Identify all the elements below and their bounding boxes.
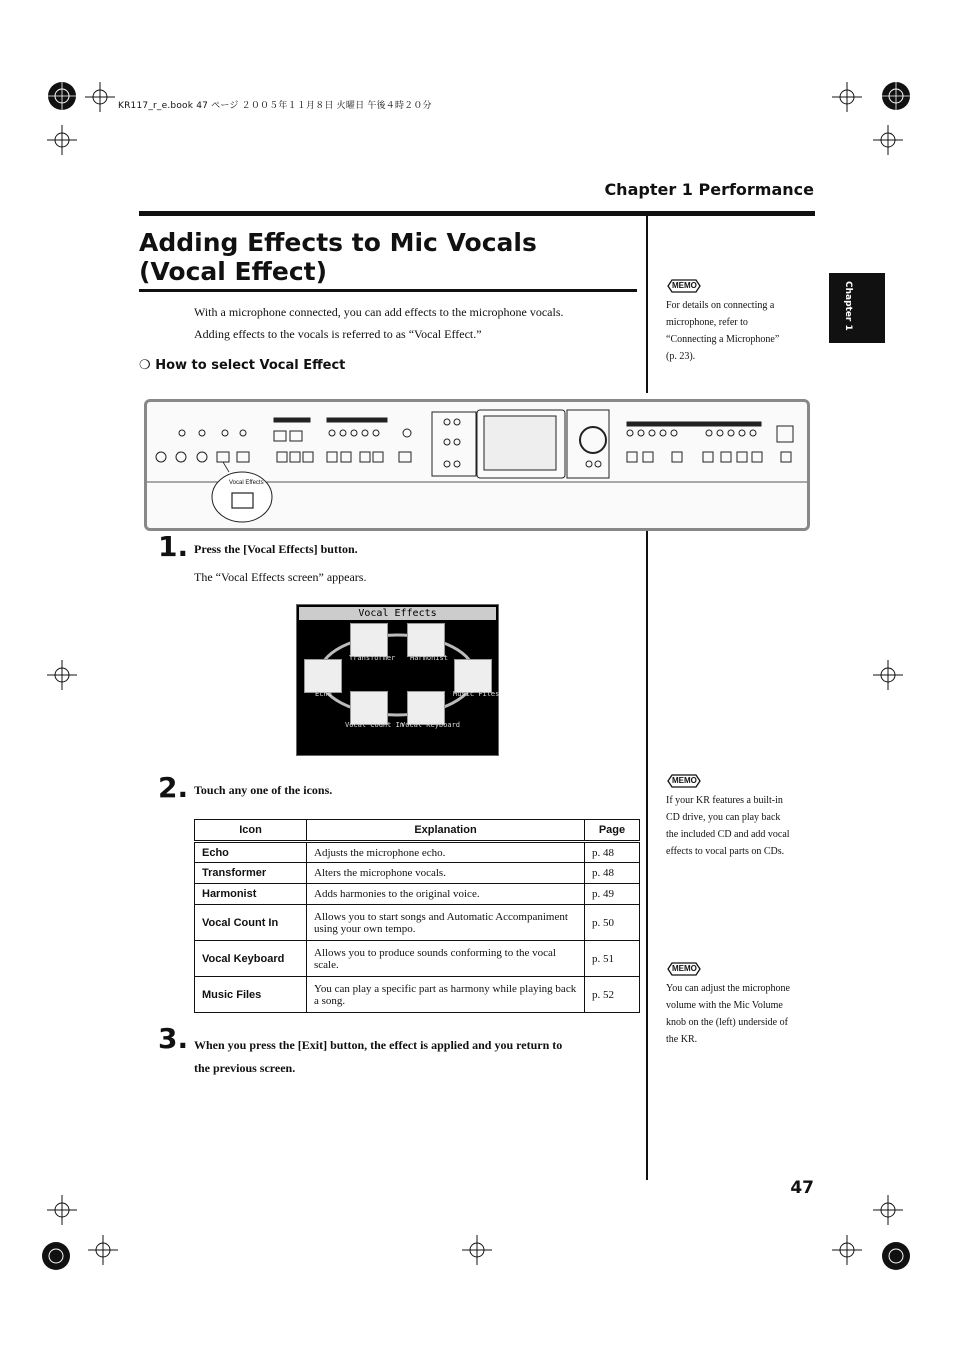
- echo-label: Echo: [315, 690, 332, 698]
- page-title: [139, 228, 639, 286]
- page-title-line: Adding Effects to Mic Vocals: [139, 228, 537, 257]
- vocal-count-in-label: Vocal Count In: [345, 721, 405, 729]
- title-rule: [139, 289, 637, 292]
- crosshair-mark-icon: [78, 1225, 128, 1275]
- table-cell-page: p. 52: [585, 977, 640, 1013]
- table-cell-icon: Echo: [195, 842, 307, 863]
- table-cell-explanation: Allows you to start songs and Automatic Accompaniment using your own tempo.: [307, 905, 585, 941]
- transformer-icon[interactable]: [350, 623, 388, 657]
- step-instruction: Touch any one of the icons.: [194, 783, 333, 797]
- table-cell-explanation: Adds harmonies to the original voice.: [307, 884, 585, 905]
- vocal-count-in-icon[interactable]: [350, 691, 388, 725]
- header-rule: [139, 211, 815, 216]
- instrument-panel-illustration: [144, 399, 810, 531]
- memo-line: CD drive, you can play back: [666, 812, 781, 823]
- subheading-label: How to select Vocal Effect: [155, 358, 346, 373]
- music-files-icon[interactable]: [454, 659, 492, 693]
- memo-line: You can adjust the microphone: [666, 983, 790, 994]
- memo-line: volume with the Mic Volume: [666, 1000, 783, 1011]
- table-cell-explanation: Adjusts the microphone echo.: [307, 842, 585, 863]
- subheading: [139, 358, 345, 373]
- panel-button-label: Vocal Effects: [229, 480, 264, 486]
- step-instruction: [194, 1034, 562, 1080]
- crosshair-mark-icon: [37, 115, 87, 165]
- step-number: 2.: [158, 771, 189, 804]
- step-number: 3.: [158, 1022, 189, 1055]
- transformer-label: Transformer: [349, 654, 396, 662]
- music-files-label: Music Files: [453, 690, 500, 698]
- echo-icon[interactable]: [304, 659, 342, 693]
- table-header-row: [195, 820, 640, 842]
- memo-label: MEMO: [672, 964, 697, 973]
- memo-line: “Connecting a Microphone”: [666, 334, 780, 345]
- table-cell-explanation: You can play a specific part as harmony while playing back a song.: [307, 977, 585, 1013]
- table-cell-explanation: Allows you to produce sounds conforming to the vocal scale.: [307, 941, 585, 977]
- crosshair-mark-icon: [863, 115, 913, 165]
- table-cell-page: p. 48: [585, 863, 640, 884]
- table-cell-icon: Transformer: [195, 863, 307, 884]
- harmonist-label: Harmonist: [410, 654, 448, 662]
- intro-text: [194, 301, 564, 345]
- table-cell-icon: Vocal Keyboard: [195, 941, 307, 977]
- memo-line: effects to vocal parts on CDs.: [666, 846, 785, 857]
- file-header: KR117_r_e.book 47 ページ ２００５年１１月８日 火曜日 午後４時２０分: [118, 101, 432, 111]
- chapter-header: Chapter 1 Performance: [604, 180, 814, 199]
- intro-line: With a microphone connected, you can add effects to the microphone vocals.: [194, 305, 564, 319]
- table-cell-page: p. 49: [585, 884, 640, 905]
- memo-line: For details on connecting a: [666, 300, 775, 311]
- step-instruction-line: When you press the [Exit] button, the effect is applied and you return to: [194, 1038, 563, 1052]
- memo-line: the included CD and add vocal: [666, 829, 790, 840]
- page-title-line: (Vocal Effect): [139, 257, 328, 286]
- step-number: 1.: [158, 530, 189, 563]
- table-cell-page: p. 48: [585, 842, 640, 863]
- registration-mark-icon: [866, 1226, 926, 1286]
- memo-line: knob on the (left) underside of: [666, 1017, 788, 1028]
- chapter-tab-label: Chapter 1: [843, 281, 853, 331]
- table-header: Icon: [195, 820, 307, 842]
- crosshair-mark-icon: [863, 650, 913, 700]
- chapter-tab: [829, 273, 885, 343]
- table-row: [195, 842, 640, 863]
- intro-line: Adding effects to the vocals is referred to as “Vocal Effect.”: [194, 327, 482, 341]
- crosshair-mark-icon: [452, 1225, 502, 1275]
- table-cell-icon: Music Files: [195, 977, 307, 1013]
- registration-mark-icon: [26, 1226, 86, 1286]
- memo-line: microphone, refer to: [666, 317, 748, 328]
- screen-title: Vocal Effects: [299, 607, 496, 620]
- table-row: [195, 884, 640, 905]
- table-cell-page: p. 50: [585, 905, 640, 941]
- step-instruction-line: the previous screen.: [194, 1061, 296, 1075]
- harmonist-icon[interactable]: [407, 623, 445, 657]
- step-instruction: Press the [Vocal Effects] button.: [194, 542, 358, 556]
- table-cell-icon: Vocal Count In: [195, 905, 307, 941]
- vocal-keyboard-label: Vocal Keyboard: [401, 721, 461, 729]
- memo-note: [666, 277, 816, 365]
- crosshair-mark-icon: [37, 650, 87, 700]
- vocal-effects-table: [194, 819, 640, 1013]
- memo-line: If your KR features a built-in: [666, 795, 783, 806]
- table-row: [195, 977, 640, 1013]
- step-note: The “Vocal Effects screen” appears.: [194, 570, 367, 584]
- column-divider: [646, 216, 648, 393]
- table-cell-icon: Harmonist: [195, 884, 307, 905]
- bullet-icon: ❍: [139, 358, 151, 373]
- memo-label: MEMO: [672, 776, 697, 785]
- crosshair-mark-icon: [822, 1225, 872, 1275]
- page-number: 47: [790, 1178, 814, 1198]
- table-row: [195, 941, 640, 977]
- table-header: Explanation: [307, 820, 585, 842]
- table-header: Page: [585, 820, 640, 842]
- memo-line: the KR.: [666, 1034, 698, 1045]
- column-divider: [646, 530, 648, 1180]
- memo-note: [666, 960, 816, 1048]
- table-row: [195, 905, 640, 941]
- memo-note: [666, 772, 816, 860]
- memo-line: (p. 23).: [666, 351, 696, 362]
- vocal-keyboard-icon[interactable]: [407, 691, 445, 725]
- table-row: [195, 863, 640, 884]
- panel-drawing: [147, 402, 807, 528]
- table-cell-page: p. 51: [585, 941, 640, 977]
- memo-label: MEMO: [672, 281, 697, 290]
- vocal-effects-screen: [296, 604, 499, 756]
- table-cell-explanation: Alters the microphone vocals.: [307, 863, 585, 884]
